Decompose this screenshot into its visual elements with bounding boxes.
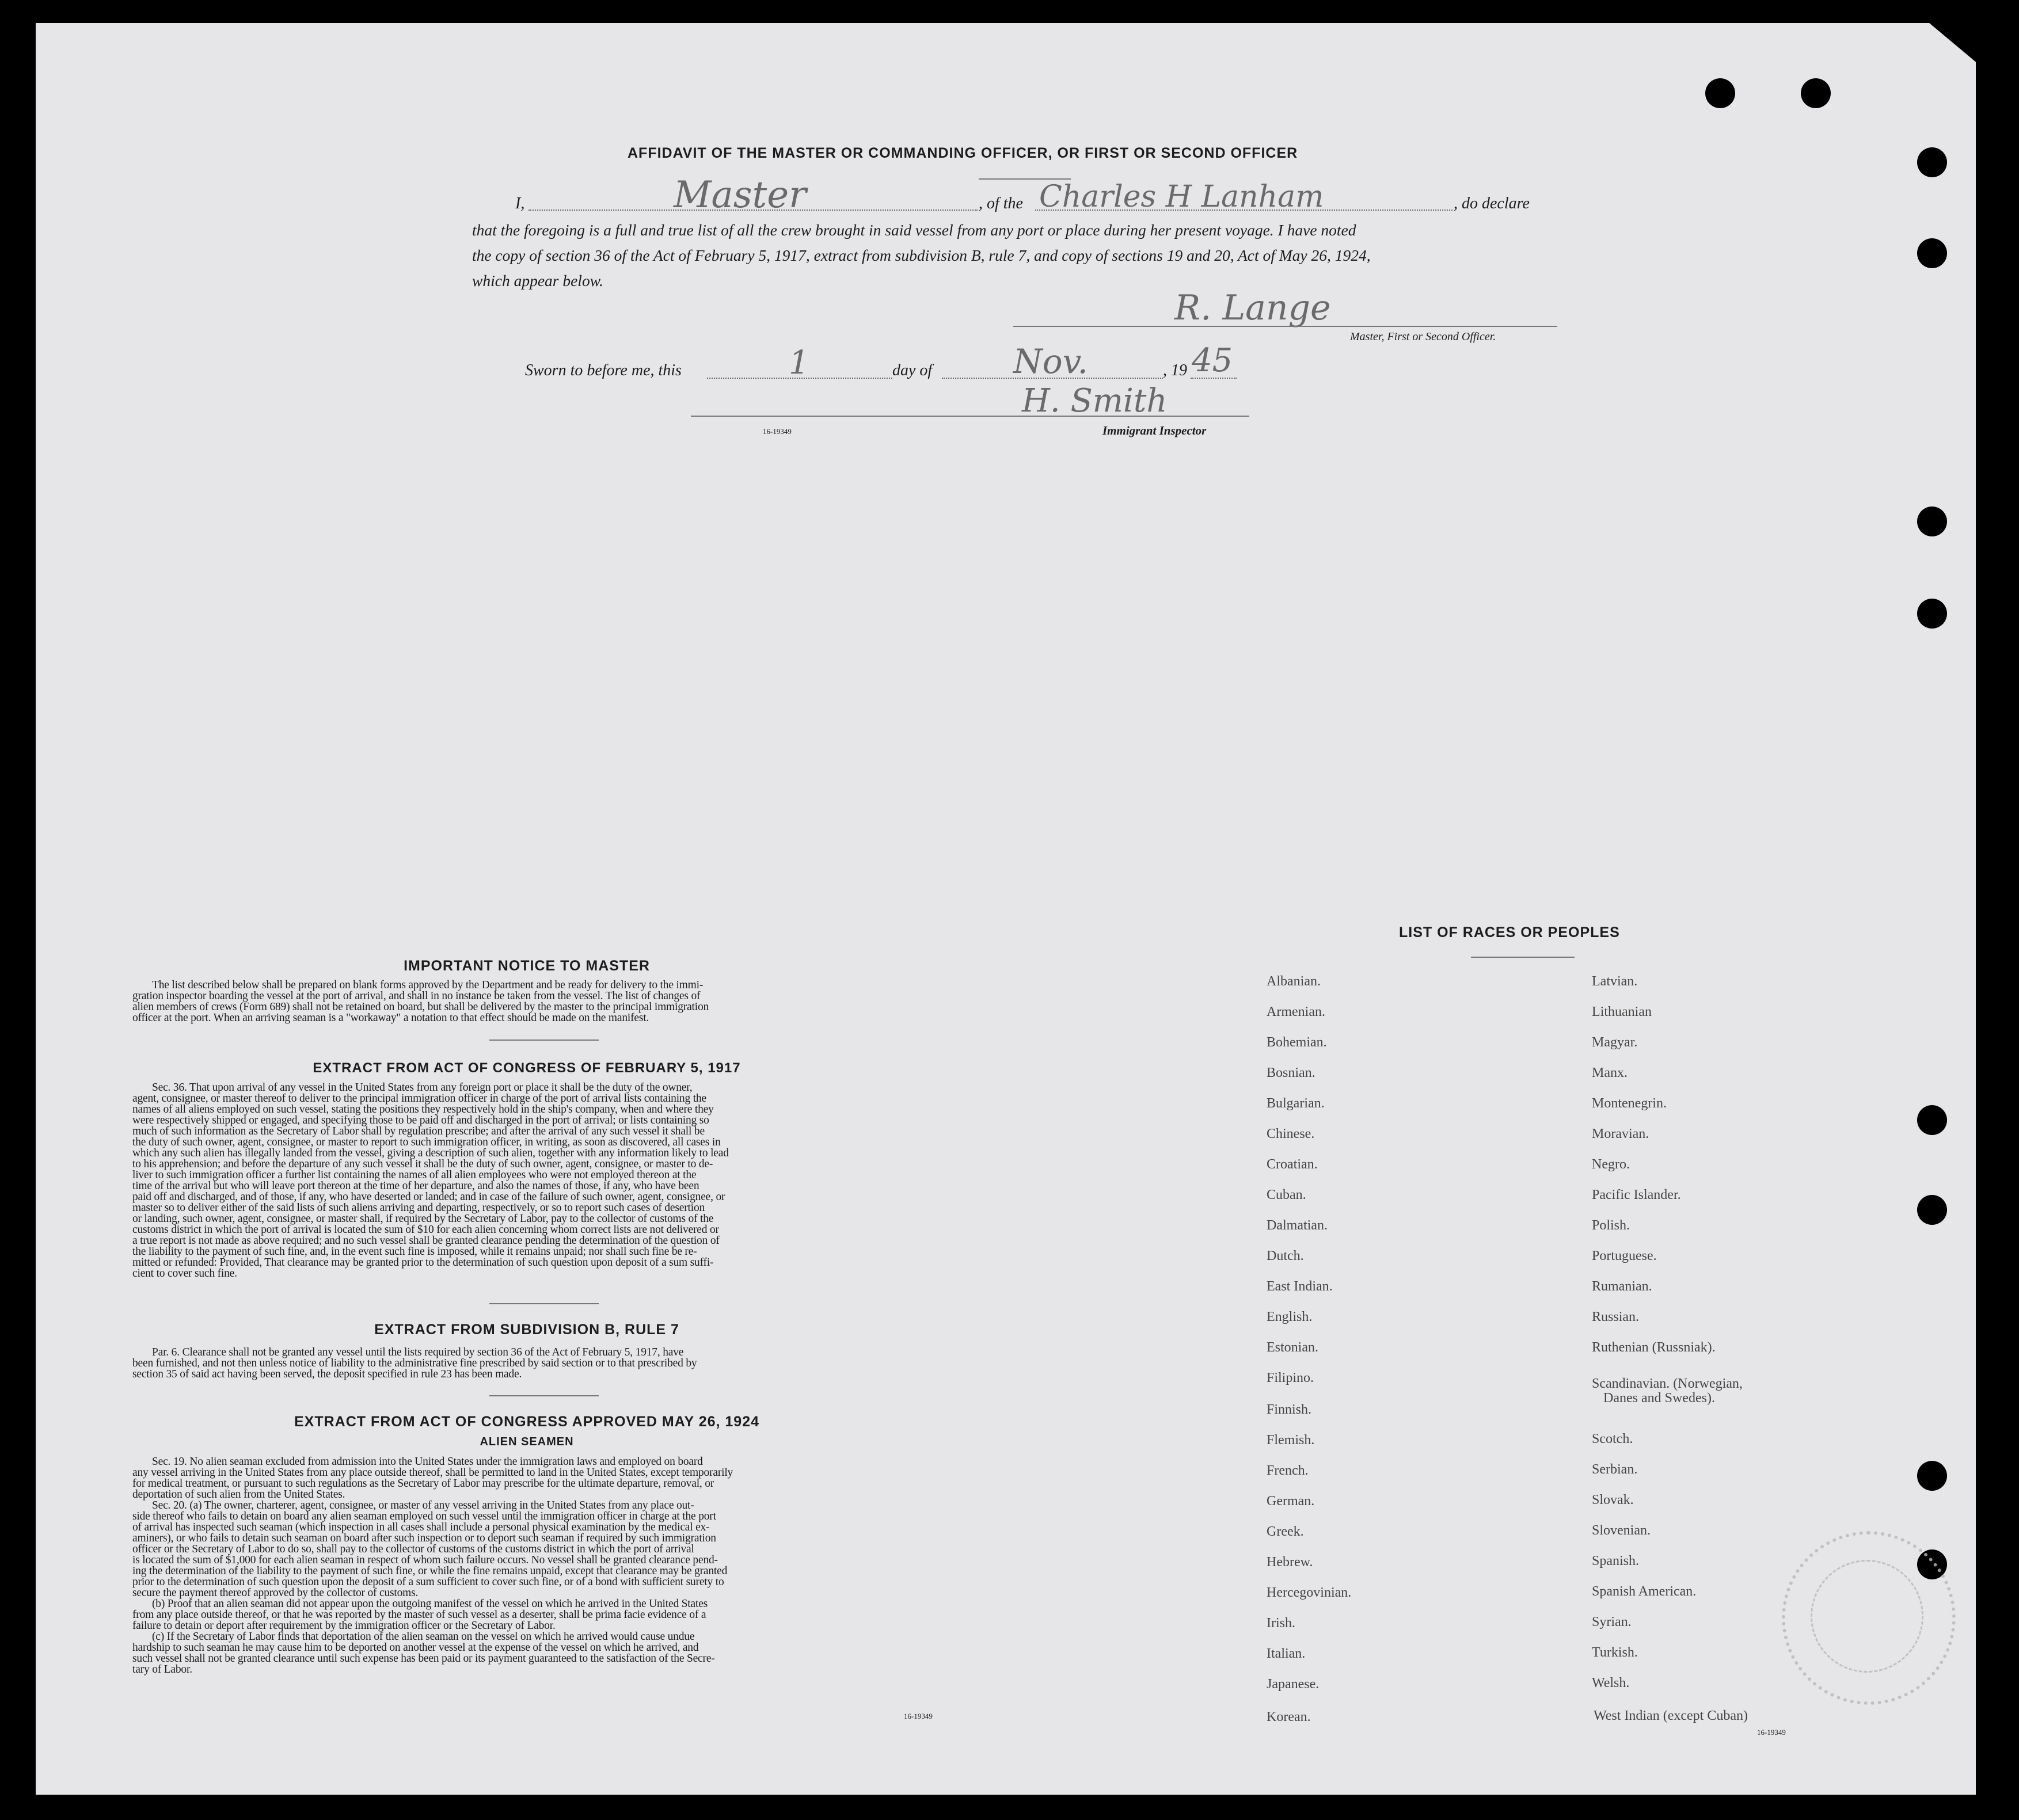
race-item: Polish.: [1592, 1218, 1630, 1233]
extract-1924-line: side thereof who fails to detain on board any alien seaman employed on such vessel until the immigration officer in charge at the port: [132, 1510, 716, 1522]
extract-1917-line: cient to cover such fine.: [132, 1267, 237, 1280]
race-item: Chinese.: [1267, 1126, 1315, 1141]
extract-1924-line: secure the payment thereof approved by the collector of customs.: [132, 1587, 419, 1599]
punch-hole: [1917, 238, 1947, 268]
extract-1924-subtitle: ALIEN SEAMEN: [480, 1436, 574, 1448]
race-item: Dutch.: [1267, 1248, 1304, 1263]
race-item: East Indian.: [1267, 1279, 1333, 1294]
extract-1924-line: ing the determination of the liability to the payment of such fine, or while the fine remains unpaid, except that clearance may be granted: [132, 1565, 728, 1577]
inspector-signature: H. Smith: [1022, 382, 1168, 420]
punch-hole: [1801, 78, 1831, 108]
extract-1917-line: a true report is not made as above required; and no such vessel shall be granted clearance pending the determination of the question of: [132, 1235, 720, 1247]
race-item: Croatian.: [1267, 1157, 1318, 1172]
extract-1924-line: failure to detain or deport after requirement by the immigration officer or the Secretary of Labor.: [132, 1620, 556, 1632]
extract-1917-line: were respectively shipped or engaged, and specifying those to be paid off and discharged in the port of arrival; or lists containing so: [132, 1114, 709, 1126]
race-item: Bohemian.: [1267, 1035, 1327, 1050]
punch-hole: [1917, 147, 1947, 177]
race-item: Bosnian.: [1267, 1065, 1315, 1080]
race-item: Montenegrin.: [1592, 1096, 1667, 1111]
extract-1917-line: much of such information as the Secretary of Labor shall by regulation prescribe; and after the arrival of any such vessel it shall be: [132, 1125, 705, 1137]
extract-1924-line: any vessel arriving in the United States from any place outside thereof, shall be permitted to land in the United States, except temporarily: [132, 1467, 733, 1479]
punch-hole: [1705, 78, 1735, 108]
race-item: Italian.: [1267, 1646, 1306, 1661]
extract-1924-line: (c) If the Secretary of Labor finds that deportation of the alien seaman on the vessel on which he arrived would cause undue: [152, 1631, 695, 1643]
notice-line: alien members of crews (Form 689) shall not be retained on board, but shall be delivered by the master to the principal immigration: [132, 1001, 709, 1013]
extract-1924-line: of arrival has inspected such seaman (which inspection in all cases shall include a personal physical examination by the medical ex-: [132, 1521, 710, 1533]
notice-line: officer at the port. When an arriving seaman is a "workaway" a notation to that effect should be made on the manifest.: [132, 1012, 649, 1024]
signature-caption: Master, First or Second Officer.: [1350, 330, 1496, 343]
race-item: German.: [1267, 1494, 1315, 1509]
race-item: Turkish.: [1592, 1645, 1638, 1660]
affidavit-body-line-1: that the foregoing is a full and true list of all the crew brought in said vessel from any port or place during her present voyage. I have noted: [472, 221, 1356, 239]
notice-line: The list described below shall be prepared on blank forms approved by the Department and be ready for delivery to the immi-: [152, 979, 704, 991]
punch-hole: [1917, 1461, 1947, 1491]
race-item: French.: [1267, 1463, 1309, 1478]
sworn-label: Sworn to before me, this: [525, 361, 682, 379]
inspector-caption: Immigrant Inspector: [1102, 424, 1207, 437]
sworn-year-line: [1191, 378, 1237, 379]
extract-1917-line: liver to such immigration officer a further list containing the names of all alien employees who were not employed thereon at the: [132, 1169, 697, 1181]
extract-1924-line: officer or the Secretary of Labor to do so, shall pay to the collector of customs of the customs district in which the port of arrival: [132, 1543, 694, 1555]
extract-1924-line: deportation of such alien from the United States.: [132, 1488, 345, 1501]
extract-1917-line: the liability to the payment of such fine, and, in the event such fine is imposed, while it remains unpaid; nor shall such fine be re-: [132, 1246, 697, 1258]
extract-1924-line: hardship to such seaman he may cause him to be deported on another vessel at the expense of the vessel on which he arrived, and: [132, 1642, 699, 1654]
master-signature: R. Lange: [1174, 288, 1331, 328]
race-item: Albanian.: [1267, 974, 1321, 989]
extract-1917-line: the duty of such owner, agent, consignee, or master to report to such immigration officer, in writing, as soon as discovered, all cases in: [132, 1136, 721, 1148]
race-item: Lithuanian: [1592, 1004, 1652, 1019]
race-item: Flemish.: [1267, 1433, 1315, 1448]
extract-1924-line: is located the sum of $1,000 for each alien seaman in respect of whom such failure occurs. No vessel shall be granted clearance pend-: [132, 1554, 718, 1566]
extract-1924-line: prior to the determination of such question upon the deposit of a sum sufficient to cover such fine, or of a bond with sufficient surety to: [132, 1576, 724, 1588]
punch-hole: [1917, 1195, 1947, 1225]
extract-1917-line: names of all aliens employed on such vessel, stating the positions they respectively hold in the ship's company, when and where they: [132, 1103, 714, 1115]
extract-1917-title: EXTRACT FROM ACT OF CONGRESS OF FEBRUARY 5, 1917: [313, 1060, 741, 1076]
day-of-label: day of: [892, 361, 933, 379]
extract-1917-line: mitted or refunded: Provided, That clearance may be granted prior to the determination of such question upon deposit of a sum suffi-: [132, 1257, 714, 1269]
notice-text: [132, 980, 938, 1023]
notice-title: IMPORTANT NOTICE TO MASTER: [404, 958, 650, 974]
race-item: Hebrew.: [1267, 1555, 1313, 1570]
extract-1917-line: master so to deliver either of the said lists of such aliens arriving and departing, respectively, or so to report such cases of desertion: [132, 1202, 705, 1214]
race-item: Magyar.: [1592, 1035, 1638, 1050]
race-item: Armenian.: [1267, 1004, 1325, 1019]
affidavit-title: AFFIDAVIT OF THE MASTER OR COMMANDING OFFICER, OR FIRST OR SECOND OFFICER: [628, 145, 1298, 161]
do-declare-label: , do declare: [1454, 195, 1530, 212]
extract-1924-line: Sec. 20. (a) The owner, charterer, agent, consignee, or master of any vessel arriving in the United States from any place out-: [152, 1499, 694, 1511]
extract-1924-line: such vessel shall not be granted clearance until such expense has been paid or its payment guaranteed to the satisfaction of the Secre-: [132, 1653, 715, 1665]
extract-rule7-line: Par. 6. Clearance shall not be granted any vessel until the lists required by section 36 of the Act of February 5, 1917, have: [152, 1346, 684, 1358]
extract-1924-text: [132, 1456, 938, 1675]
race-item: Slovak.: [1592, 1492, 1634, 1507]
races-form-number: 16-19349: [1757, 1728, 1786, 1737]
race-item: Spanish.: [1592, 1554, 1640, 1568]
race-item: Latvian.: [1592, 974, 1638, 989]
race-item: Scandinavian. (Norwegian,: [1592, 1376, 1743, 1391]
race-item: Dalmatian.: [1267, 1218, 1328, 1233]
race-item: Irish.: [1267, 1616, 1295, 1631]
race-item: Slovenian.: [1592, 1523, 1651, 1538]
section-divider: [489, 1395, 599, 1396]
extract-1917-line: time of the arrival but who will leave port thereon at the time of her departure, and also the names of those, if any, who have been: [132, 1180, 699, 1192]
race-item: Spanish American.: [1592, 1584, 1697, 1599]
race-item: Bulgarian.: [1267, 1096, 1325, 1111]
race-item: Portuguese.: [1592, 1248, 1657, 1263]
sworn-day-handwritten: 1: [789, 344, 809, 382]
extract-1924-line: (b) Proof that an alien seaman did not appear upon the outgoing manifest of the vessel on which he arrived in the United States: [152, 1598, 708, 1610]
race-item: Serbian.: [1592, 1462, 1638, 1477]
i-label: I,: [515, 195, 525, 212]
race-item: Finnish.: [1267, 1402, 1312, 1417]
races-title: LIST OF RACES OR PEOPLES: [1399, 924, 1620, 941]
extract-1924-line: for medical treatment, or pursuant to such regulations as the Secretary of Labor may prescribe for the ultimate departure, removal, or: [132, 1478, 714, 1490]
race-item: Filipino.: [1267, 1370, 1314, 1385]
race-item: Scotch.: [1592, 1431, 1633, 1446]
race-item: Rumanian.: [1592, 1279, 1652, 1294]
extract-1917-line: Sec. 36. That upon arrival of any vessel in the United States from any foreign port or place it shall be the duty of the owner,: [152, 1082, 693, 1094]
notice-line: gration inspector boarding the vessel at the port of arrival, and shall in no instance be taken from the vessel. The list of changes of: [132, 990, 701, 1002]
race-item: Korean.: [1267, 1709, 1311, 1724]
inspector-signature-line: [691, 416, 1249, 417]
punch-hole: [1917, 599, 1947, 629]
extract-1917-line: or landing, such owner, agent, consignee, or master shall, if required by the Secretary of Labor, pay to the collector of customs of the: [132, 1213, 714, 1225]
extract-1924-line: Sec. 19. No alien seaman excluded from admission into the United States under the immigration laws and employed on board: [152, 1456, 703, 1468]
year-prefix: , 19: [1163, 361, 1187, 379]
master-handwritten: Master: [674, 174, 807, 216]
extract-rule7-line: section 35 of said act having been served, the deposit specified in rule 23 has been made.: [132, 1368, 522, 1380]
sworn-month-handwritten: Nov.: [1013, 342, 1088, 381]
race-item: Welsh.: [1592, 1676, 1630, 1690]
race-item: Japanese.: [1267, 1677, 1320, 1692]
races-divider: [1471, 957, 1575, 958]
extract-form-number: 16-19349: [904, 1712, 933, 1720]
race-item: Syrian.: [1592, 1615, 1632, 1629]
race-item: Russian.: [1592, 1309, 1640, 1324]
extract-1917-text: [132, 1082, 938, 1279]
extract-rule7-line: been furnished, and not then unless notice of liability to the administrative fine prescribed by said section or to that prescribed by: [132, 1357, 697, 1369]
punch-hole: [1917, 1105, 1947, 1135]
race-item: Ruthenian (Russniak).: [1592, 1340, 1716, 1355]
race-item: Manx.: [1592, 1065, 1628, 1080]
extract-1917-line: to his apprehension; and before the departure of any such vessel it shall be the duty of such owner, agent, consignee, or master to de-: [132, 1158, 713, 1170]
section-divider: [489, 1303, 599, 1304]
extract-1924-title: EXTRACT FROM ACT OF CONGRESS APPROVED MAY 26, 1924: [294, 1414, 760, 1430]
affidavit-form-number: 16-19349: [763, 427, 792, 436]
extract-1924-line: from any place outside thereof, or that he was reported by the master of such vessel as a deserter, shall be prima facie evidence of a: [132, 1609, 706, 1621]
race-item: Negro.: [1592, 1157, 1630, 1172]
race-item: Moravian.: [1592, 1126, 1649, 1141]
race-item: English.: [1267, 1309, 1313, 1324]
race-item: Greek.: [1267, 1524, 1304, 1539]
punch-hole: [1917, 507, 1947, 536]
signature-line: [1013, 326, 1557, 327]
vessel-name-handwritten: Charles H Lanham: [1039, 180, 1324, 214]
race-item: Estonian.: [1267, 1340, 1318, 1355]
of-the-label: , of the: [979, 195, 1023, 212]
race-item: Pacific Islander.: [1592, 1187, 1681, 1202]
race-item: West Indian (except Cuban): [1594, 1708, 1748, 1723]
race-item: Danes and Swedes).: [1603, 1391, 1715, 1406]
race-item: Cuban.: [1267, 1187, 1306, 1202]
extract-rule7-text: [132, 1347, 938, 1380]
race-item: Hercegovinian.: [1267, 1585, 1352, 1600]
sworn-year-handwritten: 45: [1192, 342, 1233, 379]
official-seal-stamp-inner: [1811, 1560, 1923, 1673]
extract-1917-line: paid off and discharged, and of those, if any, who have deserted or landed; and in case of the failure of such owner, agent, consignee, or: [132, 1191, 725, 1203]
extract-1917-line: which any such alien has illegally landed from the vessel, giving a description of such alien, together with any information likely to lead: [132, 1147, 729, 1159]
extract-1917-line: agent, consignee, or master thereof to deliver to the principal immigration officer in charge of the port of arrival lists containing the: [132, 1092, 706, 1105]
extract-rule7-title: EXTRACT FROM SUBDIVISION B, RULE 7: [374, 1322, 679, 1338]
extract-1924-line: tary of Labor.: [132, 1663, 192, 1676]
section-divider: [489, 1040, 599, 1041]
affidavit-body-line-3: which appear below.: [472, 272, 603, 290]
extract-1917-line: customs district in which the port of arrival is located the sum of $10 for each alien concerning whom correct lists are not delivered or: [132, 1224, 719, 1236]
affidavit-body-line-2: the copy of section 36 of the Act of February 5, 1917, extract from subdivision B, rule 7, and copy of sections 19 and 20, Act of May 26, 1924,: [472, 246, 1371, 264]
extract-1924-line: aminers), or who fails to detain such seaman on board after such inspection or to deport such seaman if required by such immigration: [132, 1532, 716, 1544]
